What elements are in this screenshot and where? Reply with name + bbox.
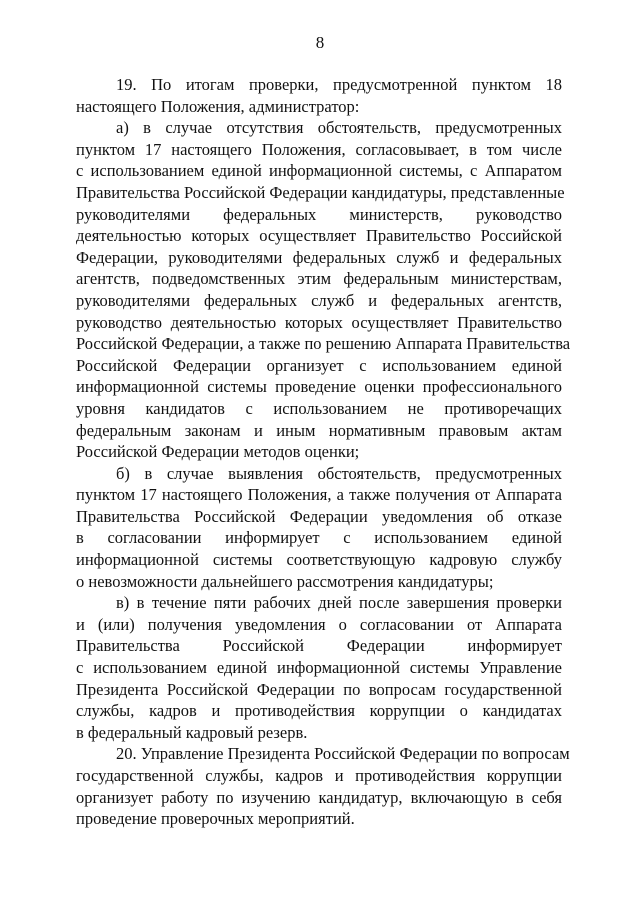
text-line: 20. Управление Президента Российской Федерации по вопросам	[116, 744, 570, 764]
text-line: руководство деятельностью которых осуществляет Правительство	[76, 312, 562, 332]
text-line: информационной системы соответствующую кадровую службу	[76, 550, 562, 570]
text-line: руководителями федеральных служб и федеральных агентств,	[76, 290, 562, 310]
text-line: с использованием единой информационной системы Управление	[76, 658, 562, 678]
paragraph-19-a	[76, 117, 571, 463]
text-line: в) в течение пяти рабочих дней после завершения проверки	[116, 593, 562, 613]
text-line: с использованием единой информационной системы, с Аппаратом	[76, 161, 562, 181]
text-line: Российской Федерации, а также по решению Аппарата Правительства	[76, 334, 571, 354]
text-line: уровня кандидатов с использованием не противоречащих	[76, 398, 562, 418]
text-line: проведение проверочных мероприятий.	[76, 809, 355, 829]
text-line: Российской Федерации организует с использованием единой	[76, 355, 562, 375]
text-line: настоящего Положения, администратор:	[76, 96, 360, 116]
text-line: Правительства Российской Федерации кандидатуры, представленные	[76, 182, 565, 202]
paragraph-19-b	[76, 463, 562, 593]
document-body	[76, 74, 571, 830]
text-line: организует работу по изучению кандидатур, включающую в себя	[76, 787, 562, 807]
paragraph-19	[76, 74, 562, 117]
paragraph-20	[76, 743, 570, 829]
text-line: 19. По итогам проверки, предусмотренной пунктом 18	[116, 75, 562, 94]
text-line: и (или) получения уведомления о согласовании от Аппарата	[76, 614, 562, 634]
text-line: государственной службы, кадров и противодействия коррупции	[76, 766, 562, 785]
text-line: федеральным законам и иным нормативным правовым актам	[76, 420, 562, 440]
text-line: пунктом 17 настоящего Положения, а также получения от Аппарата	[76, 485, 562, 505]
text-line: Федерации, руководителями федеральных служб и федеральных	[76, 247, 562, 267]
text-line: руководителями федеральных министерств, руководство	[76, 204, 562, 224]
page-number: 8	[315, 33, 325, 52]
text-line: Правительства Российской Федерации информирует	[76, 636, 562, 656]
text-line: деятельностью которых осуществляет Правительство Российской	[76, 226, 562, 246]
text-line: Президента Российской Федерации по вопросам государственной	[76, 679, 562, 699]
text-line: агентств, подведомственных этим федеральным министерствам,	[76, 269, 562, 289]
text-line: информационной системы проведение оценки профессионального	[76, 377, 562, 397]
text-line: службы, кадров и противодействия коррупции о кандидатах	[76, 701, 562, 721]
paragraph-19-c	[76, 592, 562, 743]
text-line: о невозможности дальнейшего рассмотрения кандидатуры;	[76, 571, 494, 591]
text-line: в федеральный кадровый резерв.	[76, 722, 308, 742]
text-line: Российской Федерации методов оценки;	[76, 442, 360, 462]
text-line: а) в случае отсутствия обстоятельств, предусмотренных	[116, 118, 562, 138]
text-line: Правительства Российской Федерации уведомления об отказе	[76, 506, 562, 526]
text-line: в согласовании информирует с использованием единой	[76, 528, 562, 548]
text-line: б) в случае выявления обстоятельств, предусмотренных	[116, 463, 562, 483]
text-line: пунктом 17 настоящего Положения, согласовывает, в том числе	[76, 139, 562, 159]
